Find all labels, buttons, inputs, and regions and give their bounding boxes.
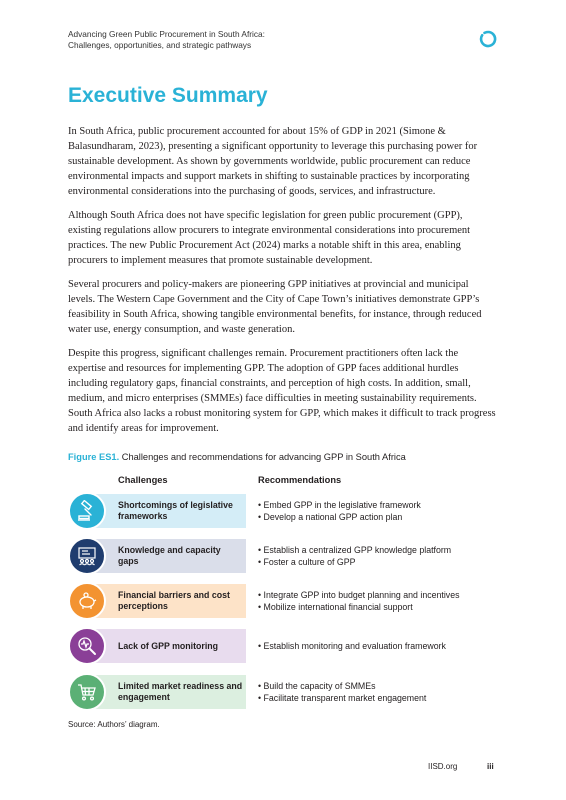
figure-label: Figure ES1. [68,452,120,462]
page-number: iii [487,762,494,771]
paragraph: Although South Africa does not have specific legislation for green public procurement (GPP), existing regulations allow procurers to integrate environmental considerations into procurement practices. The new Public Procurement Act (2024) marks a notable shift in this area, enabling procurers to implement measures that promote sustainable development. [68,210,471,266]
challenge-label: Financial barriers and cost perceptions [118,590,230,611]
recommendation-list [258,537,451,575]
challenge-row-legislative [68,492,498,530]
challenge-row-knowledge [68,537,498,575]
challenge-label: Shortcomings of legislative frameworks [118,500,233,521]
recommendation-item: • Establish a centralized GPP knowledge platform [258,544,451,557]
paragraph: Despite this progress, significant challenges remain. Procurement practitioners often lack the expertise and resources for implementing GPP. The adoption of GPP faces additional hurdles including regulatory gaps, financial constraints, and perception of high costs. In addition, small, medium, and micro enterprises (SMMEs) face difficulties in meeting sustainability requirements. South Africa also lacks a robust monitoring system for GPP, which makes it difficult to track progress and identify areas for improvement. [68,348,496,434]
challenge-row-monitoring [68,627,498,665]
recommendation-item: • Embed GPP in the legislative framework [258,499,421,512]
gavel-icon [68,492,106,530]
body-text [68,124,498,445]
challenge-label: Limited market readiness and engagement [118,681,243,702]
recommendation-list [258,627,446,665]
footer-site-link[interactable]: IISD.org [428,762,458,771]
figure-caption [68,452,406,462]
figure-source: Source: Authors’ diagram. [68,720,160,729]
challenge-label: Lack of GPP monitoring [118,640,219,651]
challenge-row-financial [68,582,498,620]
recommendation-item: • Foster a culture of GPP [258,556,451,569]
challenge-label: Knowledge and capacity gaps [118,545,221,566]
paragraph: In South Africa, public procurement accounted for about 15% of GDP in 2021 (Simone & Balasundharam, 2023), presenting a significant opportunity to leverage this purchasing power for sustainable development. As shown by governments worldwide, public procurement can reduce environmental impacts and support markets in shifting to sustainable practices by incorporating environmental considerations into the purchasing of goods, services, and infrastructure. [68,126,478,197]
recommendation-item: • Mobilize international financial support [258,601,460,614]
page-title: Executive Summary [68,84,268,107]
column-header-challenges: Challenges [118,475,168,485]
iisd-ring-logo-icon [479,30,497,48]
recommendation-item: • Facilitate transparent market engagement [258,692,426,705]
figure-caption-text: Challenges and recommendations for advancing GPP in South Africa [119,452,406,462]
column-header-recommendations: Recommendations [258,475,342,485]
running-header [68,29,265,50]
recommendation-item: • Integrate GPP into budget planning and incentives [258,589,460,602]
header-line-2: Challenges, opportunities, and strategic pathways [68,39,252,50]
magnifier-chart-icon [68,627,106,665]
piggy-bank-icon [68,582,106,620]
recommendation-item: • Establish monitoring and evaluation framework [258,640,446,653]
training-board-icon [68,537,106,575]
recommendation-list [258,673,426,711]
recommendation-item: • Develop a national GPP action plan [258,511,421,524]
recommendation-list [258,492,421,530]
recommendation-list [258,582,460,620]
paragraph: Several procurers and policy-makers are pioneering GPP initiatives at provincial and municipal levels. The Western Cape Government and the City of Cape Town’s initiatives demonstrate GPP’s feasibility in South Africa, showing tangible environmental benefits, for instance, through reduced water use, energy consumption, and waste generation. [68,279,482,335]
shopping-cart-icon [68,673,106,711]
challenge-row-market [68,673,498,711]
header-line-1: Advancing Green Public Procurement in South Africa: [68,29,265,39]
recommendation-item: • Build the capacity of SMMEs [258,680,426,693]
